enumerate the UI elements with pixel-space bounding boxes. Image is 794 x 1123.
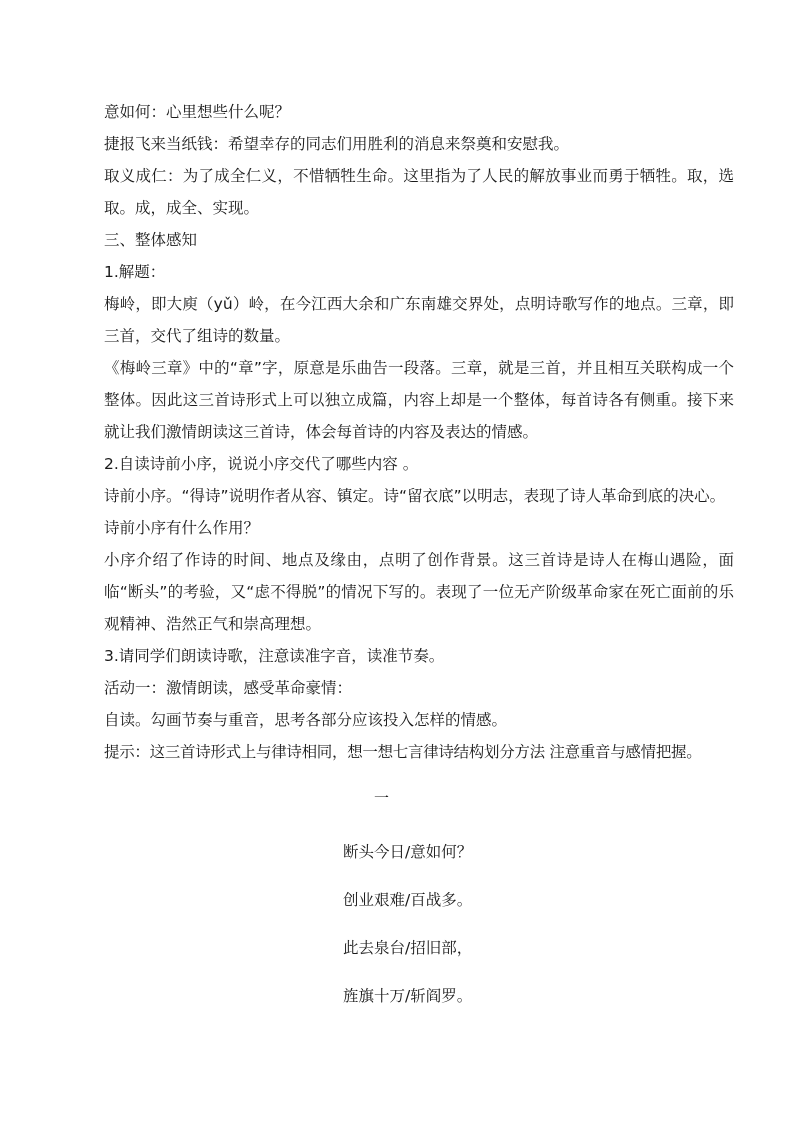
poem-line: 断头今日/意如何？	[343, 843, 473, 861]
section-mark-one: 一	[374, 789, 390, 807]
section-heading-overall: 三、整体感知	[104, 231, 198, 249]
activity-one: 活动一：激情朗读，感受革命豪情：	[104, 679, 353, 697]
paragraph-zhang-meaning: 《梅岭三章》中的“章”字，原意是乐曲告一段落。三章，就是三首，并且相互关联构成一个整体。因此这三首诗形式上可以独立成篇，内容上却是一个整体，每首诗各有侧重。接下来就让我们激情朗读这三首诗，体会每首诗的内容及表达的情感。	[104, 359, 734, 441]
paragraph-preface-function: 小序介绍了作诗的时间、地点及缘由，点明了创作背景。这三首诗是诗人在梅山遇险，面临“断头”的考验，又“虑不得脱”的情况下写的。表现了一位无产阶级革命家在死亡面前的乐观精神、浩然正气和崇高理想。	[104, 551, 734, 633]
subheading-read-aloud: 3.请同学们朗读诗歌，注意读准字音，读准节奏。	[104, 647, 445, 665]
paragraph-jie-bao: 捷报飞来当纸钱：希望幸存的同志们用胜利的消息来祭奠和安慰我。	[104, 135, 570, 153]
poem-line: 旌旗十万/斩阎罗。	[343, 987, 473, 1005]
paragraph-qu-yi-cheng-ren: 取义成仁：为了成全仁义，不惜牺牲生命。这里指为了人民的解放事业而勇于牺牲。取，选取。成，成全、实现。	[104, 167, 734, 217]
paragraph-hint: 提示：这三首诗形式上与律诗相同，想一想七言律诗结构划分方法 注意重音与感情把握。	[104, 743, 702, 761]
paragraph-yi-ru-he: 意如何：心里想些什么呢？	[104, 103, 291, 121]
subheading-preface: 2.自读诗前小序，说说小序交代了哪些内容 。	[104, 455, 419, 473]
document-body	[104, 96, 734, 768]
poem-line: 此去泉台/招旧部，	[343, 939, 473, 957]
poem-block	[343, 840, 603, 1032]
paragraph-mei-ling: 梅岭，即大庾（yǔ）岭，在今江西大余和广东南雄交界处，点明诗歌写作的地点。三章，即三首，交代了组诗的数量。	[104, 295, 734, 345]
paragraph-self-read: 自读。勾画节奏与重音，思考各部分应该投入怎样的情感。	[104, 711, 508, 729]
question-preface-function: 诗前小序有什么作用？	[104, 519, 260, 537]
poem-line: 创业艰难/百战多。	[343, 891, 473, 909]
paragraph-preface-content: 诗前小序。“得诗”说明作者从容、镇定。诗“留衣底”以明志，表现了诗人革命到底的决心。	[104, 487, 726, 505]
subheading-jie-ti: 1.解题：	[104, 263, 166, 281]
